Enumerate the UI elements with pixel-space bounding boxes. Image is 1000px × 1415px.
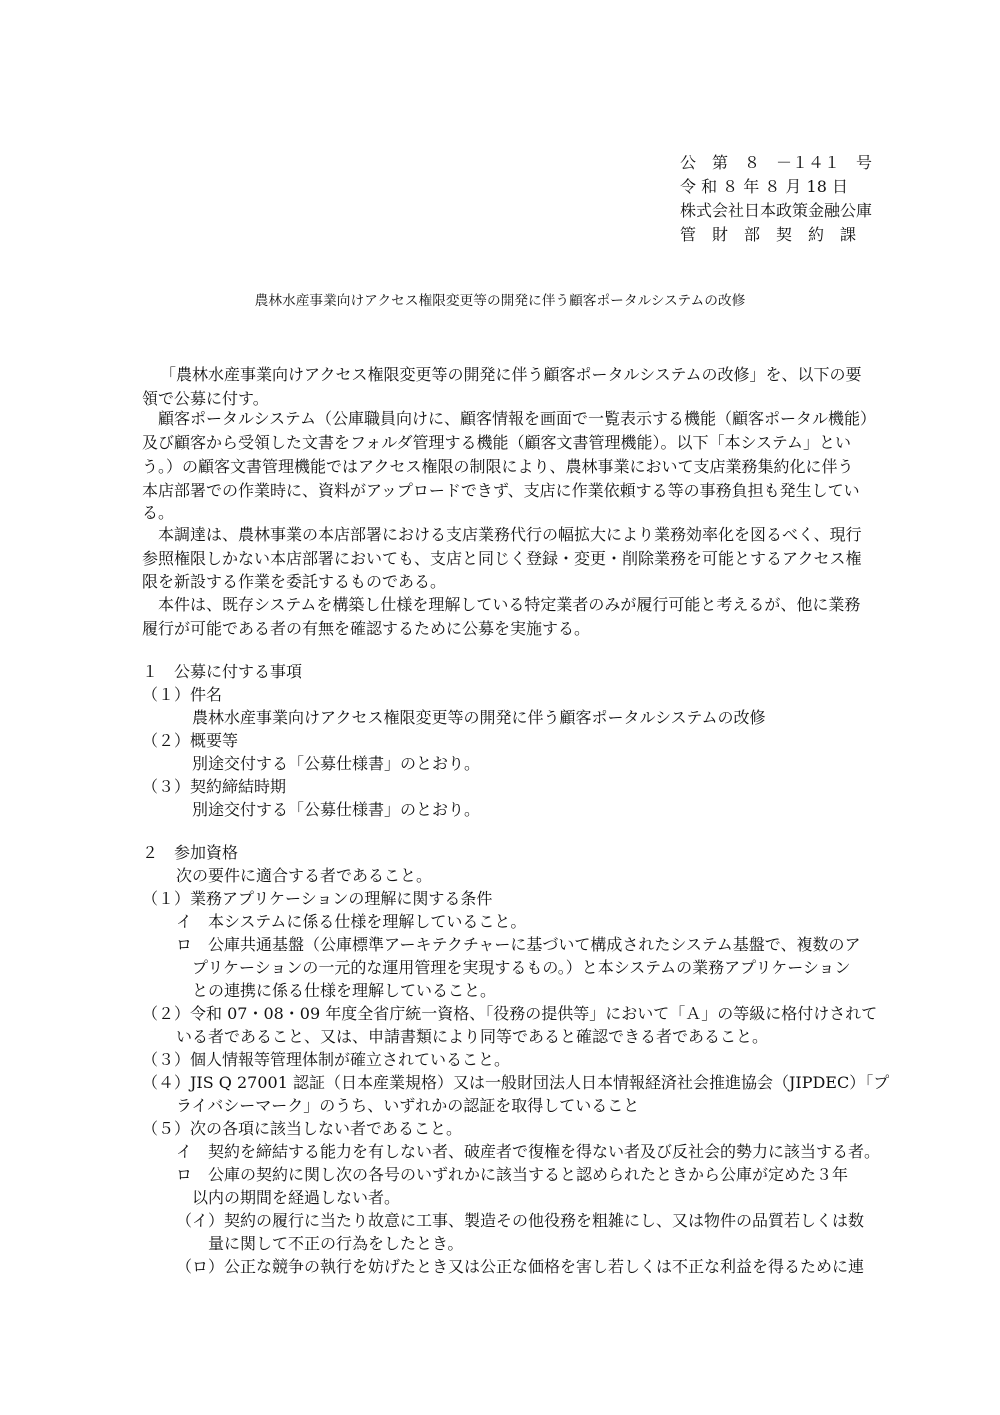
intro-line: 本店部署での作業時に、資料がアップロードできず、支店に作業依頼する等の事務負担も発生してい: [142, 481, 860, 500]
intro-line: 及び顧客から受領した文書をフォルダ管理する機能（顧客文書管理機能）。以下「本システム」とい: [142, 433, 851, 452]
intro-line: 本件は、既存システムを構築し仕様を理解している特定業者のみが履行可能と考えるが、他に業務: [158, 595, 861, 614]
issuer-department: 管 財 部 契 約 課: [680, 225, 857, 244]
section-heading: ２ 参加資格: [142, 843, 239, 862]
section-line: プリケーションの一元的な運用管理を実現するもの。）と本システムの業務アプリケーション: [192, 958, 851, 977]
document-title: 農林水産事業向けアクセス権限変更等の開発に伴う顧客ポータルシステムの改修: [254, 293, 746, 309]
section-heading: １ 公募に付する事項: [142, 662, 303, 681]
section-line: いる者であること、又は、申請書類により同等であると確認できる者であること。: [176, 1027, 769, 1046]
section-item: （１）件名: [142, 685, 223, 704]
section-item: 農林水産事業向けアクセス権限変更等の開発に伴う顧客ポータルシステムの改修: [192, 708, 766, 727]
section-line: （４）JIS Q 27001 認証（日本産業規格）又は一般財団法人日本情報経済社会推進協会（JIPDEC）「プ: [142, 1073, 890, 1092]
section-item: （２）概要等: [142, 731, 239, 750]
intro-line: 「農林水産事業向けアクセス権限変更等の開発に伴う顧客ポータルシステムの改修」を、以下の要: [160, 365, 862, 384]
section-line: ライバシーマーク」のうち、いずれかの認証を取得していること: [176, 1096, 640, 1115]
intro-line: 顧客ポータルシステム（公庫職員向けに、顧客情報を画面で一覧表示する機能（顧客ポータル機能）: [158, 409, 877, 428]
section-line: （１）業務アプリケーションの理解に関する条件: [142, 889, 493, 908]
section-item: 別途交付する「公募仕様書」のとおり。: [192, 800, 481, 819]
section-line: （３）個人情報等管理体制が確立されていること。: [142, 1050, 511, 1069]
section-line: 次の要件に適合する者であること。: [176, 866, 433, 885]
section-line: （イ）契約の履行に当たり故意に工事、製造その他役務を粗雑にし、又は物件の品質若しくは数: [176, 1211, 865, 1230]
section-line: （ロ）公正な競争の執行を妨げたとき又は公正な価格を害し若しくは不正な利益を得るために連: [176, 1257, 865, 1276]
notice-number: 公 第 ８ －１４１ 号: [680, 153, 873, 172]
section-item: 別途交付する「公募仕様書」のとおり。: [192, 754, 481, 773]
section-line: ロ 公庫共通基盤（公庫標準アーキテクチャーに基づいて構成されたシステム基盤で、複数のア: [176, 935, 861, 954]
intro-line: 履行が可能である者の有無を確認するために公募を実施する。: [142, 619, 591, 638]
issuer-organization: 株式会社日本政策金融公庫: [680, 201, 873, 220]
intro-line: う。）の顧客文書管理機能ではアクセス権限の制限により、農林事業において支店業務集約化に伴う: [142, 457, 854, 476]
intro-line: 本調達は、農林事業の本店部署における支店業務代行の幅拡大により業務効率化を図るべく、現行: [158, 525, 862, 544]
section-line: ロ 公庫の契約に関し次の各号のいずれかに該当すると認められたときから公庫が定めた３年: [176, 1165, 849, 1184]
intro-line: 参照権限しかない本店部署においても、支店と同じく登録・変更・削除業務を可能とするアクセス権: [142, 549, 862, 568]
intro-line: 限を新設する作業を委託するものである。: [142, 572, 447, 591]
section-line: との連携に係る仕様を理解していること。: [192, 981, 497, 1000]
section-line: 量に関して不正の行為をしたとき。: [208, 1234, 464, 1253]
section-line: （２）令和 07・08・09 年度全省庁統一資格、「役務の提供等」において「Ａ」の等級に格付けされて: [142, 1004, 878, 1023]
section-line: イ 契約を締結する能力を有しない者、破産者で復権を得ない者及び反社会的勢力に該当する者。: [176, 1142, 881, 1161]
section-line: イ 本システムに係る仕様を理解していること。: [176, 912, 527, 931]
intro-line: 領で公募に付す。: [142, 389, 269, 408]
notice-date: 令 和 ８ 年 ８ 月 18 日: [680, 177, 848, 196]
section-item: （３）契約締結時期: [142, 777, 287, 796]
intro-line: る。: [142, 503, 175, 522]
section-line: 以内の期間を経過しない者。: [192, 1188, 401, 1207]
section-line: （５）次の各項に該当しない者であること。: [142, 1119, 463, 1138]
